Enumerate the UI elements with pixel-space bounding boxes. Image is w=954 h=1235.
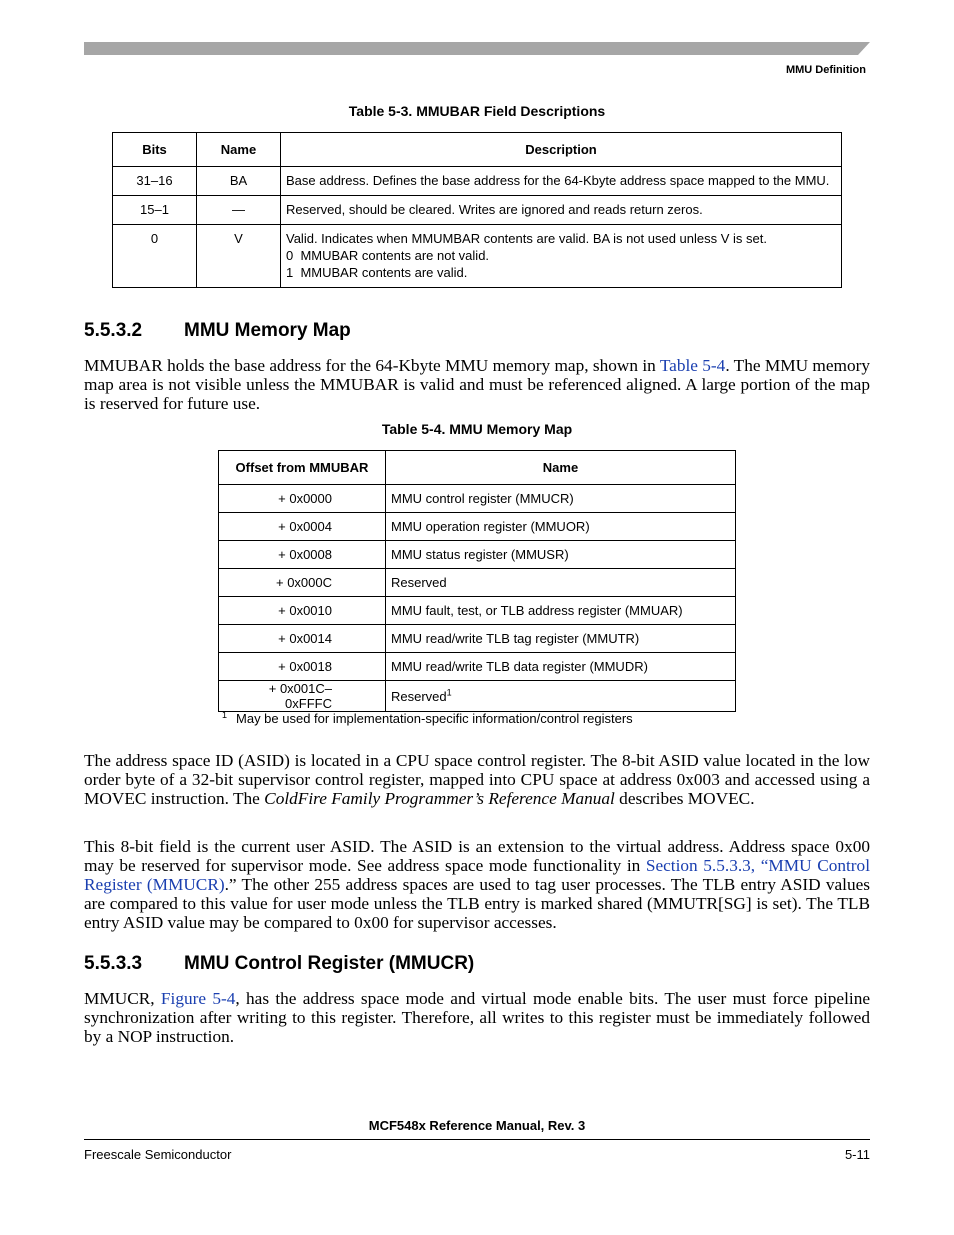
cell-description	[281, 225, 842, 288]
section-title: MMU Control Register (MMUCR)	[184, 953, 475, 974]
cell-name: V	[197, 225, 281, 288]
table-row	[219, 513, 736, 541]
table-row	[219, 541, 736, 569]
header-bar	[84, 42, 870, 55]
cell-offset: + 0x0014	[219, 625, 386, 653]
memory-map-paragraph	[84, 356, 870, 413]
table-row	[219, 569, 736, 597]
table-row	[219, 625, 736, 653]
footer-page-number: 5-11	[844, 1147, 870, 1162]
footer-manual-title: MCF548x Reference Manual, Rev. 3	[368, 1118, 586, 1133]
cell-name-text: Reserved	[391, 688, 447, 704]
asid-paragraph	[84, 751, 870, 808]
mmucr-paragraph	[84, 989, 870, 1046]
description-line: Reserved, should be cleared. Writes are ignored and reads return zeros.	[286, 202, 703, 217]
cell-name: MMU control register (MMUCR)	[386, 485, 736, 513]
table2-caption: Table 5-4. MMU Memory Map	[381, 421, 573, 437]
section-5-5-3-3-link[interactable]: Section 5.5.3.3, “MMU Control Register (MMUCR)	[84, 856, 871, 894]
text-run: MMUBAR holds the base address for the 64-Kbyte MMU memory map, shown in	[84, 356, 660, 375]
section-number: 5.5.3.2	[84, 320, 143, 341]
text-run: describes MOVEC.	[614, 789, 755, 808]
table-5-4-link[interactable]: Table 5-4	[659, 356, 726, 375]
text-run: .” The other 255 address spaces are used to tag user processes. The TLB entry ASID values are compared to this value for user mode unless the TLB entry is marked shared (MMUTR[SG] is set). The TLB entry ASID value may be compared to 0x00 for supervisor accesses.	[84, 875, 870, 932]
cell-name: MMU fault, test, or TLB address register (MMUAR)	[386, 597, 736, 625]
description-line: Base address. Defines the base address for the 64-Kbyte address space mapped to the MMU.	[286, 173, 830, 188]
table-row	[219, 653, 736, 681]
cell-offset: + 0x001C–0xFFFC	[219, 681, 386, 712]
cell-name: Reserved	[386, 569, 736, 597]
header-name: Name	[386, 451, 736, 485]
cell-name: —	[197, 196, 281, 225]
table-footnote	[222, 711, 633, 726]
text-run: MMUCR,	[84, 989, 161, 1008]
cell-offset: + 0x000C	[219, 569, 386, 597]
description-line: 1 MMUBAR contents are valid.	[286, 265, 468, 280]
table-header-row	[113, 133, 842, 167]
footnote-ref: 1	[446, 687, 452, 698]
cell-description	[281, 167, 842, 196]
cell-offset: + 0x0004	[219, 513, 386, 541]
mmu-memory-map-table	[218, 450, 736, 712]
table-row	[219, 681, 736, 712]
cell-name: MMU read/write TLB tag register (MMUTR)	[386, 625, 736, 653]
table-row	[219, 597, 736, 625]
description-line: 0 MMUBAR contents are not valid.	[286, 248, 490, 263]
cell-name: MMU operation register (MMUOR)	[386, 513, 736, 541]
asid-field-paragraph	[84, 837, 870, 932]
cell-name: MMU read/write TLB data register (MMUDR)	[386, 653, 736, 681]
cell-bits: 15–1	[113, 196, 197, 225]
cell-offset: + 0x0000	[219, 485, 386, 513]
header-bits: Bits	[113, 133, 197, 167]
cell-bits: 31–16	[113, 167, 197, 196]
section-title: MMU Memory Map	[184, 320, 351, 341]
cell-name	[386, 681, 736, 712]
table-row	[113, 225, 842, 288]
text-run: . The MMU memory map area is not visible unless the MMUBAR is valid and must be referenced aligned. A large portion of the map is reserved for future use.	[84, 356, 870, 413]
header-offset: Offset from MMUBAR	[219, 451, 386, 485]
table-row	[219, 485, 736, 513]
description-line: Valid. Indicates when MMUMBAR contents are valid. BA is not used unless V is set.	[286, 231, 767, 246]
text-run: This 8-bit field is the current user ASID. The ASID is an extension to the virtual address. Address space 0x00 may be reserved for supervisor mode. See address space mode functionality in	[84, 837, 870, 875]
section-heading-memory-map	[84, 320, 351, 342]
cell-offset: + 0x0018	[219, 653, 386, 681]
running-head: MMU Definition	[785, 64, 866, 76]
mmubar-field-table	[112, 132, 842, 288]
table-row	[113, 167, 842, 196]
text-run: , has the address space mode and virtual mode enable bits. The user must force pipeline synchronization after writing to this register. Therefore, all writes to this register must be immediately followed by a NOP instruction.	[84, 989, 871, 1046]
cell-name: BA	[197, 167, 281, 196]
manual-title: ColdFire Family Programmer’s Reference Manual	[264, 789, 615, 808]
table-row	[113, 196, 842, 225]
footnote-mark: 1	[222, 709, 228, 720]
cell-bits: 0	[113, 225, 197, 288]
cell-offset: + 0x0008	[219, 541, 386, 569]
cell-offset: + 0x0010	[219, 597, 386, 625]
table1-caption: Table 5-3. MMUBAR Field Descriptions	[348, 103, 606, 119]
text-run: The address space ID (ASID) is located in a CPU space control register. The 8-bit ASID value located in the low order byte of a 32-bit supervisor control register, mapped into CPU space at address 0x003 and accessed using a MOVEC instruction. The	[84, 751, 870, 808]
section-heading-mmucr	[84, 953, 474, 975]
header-description: Description	[281, 133, 842, 167]
cell-name: MMU status register (MMUSR)	[386, 541, 736, 569]
figure-5-4-link[interactable]: Figure 5-4	[160, 989, 236, 1008]
table-header-row	[219, 451, 736, 485]
cell-description	[281, 196, 842, 225]
footer-company: Freescale Semiconductor	[84, 1147, 232, 1162]
section-number: 5.5.3.3	[84, 953, 143, 974]
footnote-text: May be used for implementation-specific information/control registers	[236, 711, 633, 726]
footer-rule	[84, 1139, 870, 1140]
header-name: Name	[197, 133, 281, 167]
